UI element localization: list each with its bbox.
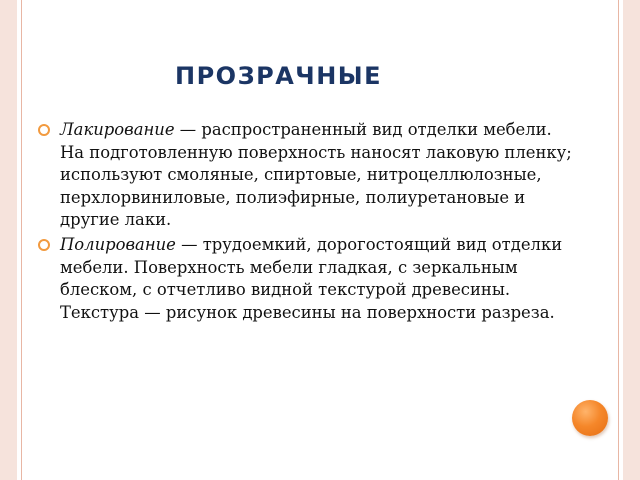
slide-title: ПРОЗРАЧНЫЕ <box>175 62 383 90</box>
left-border-band <box>0 0 17 480</box>
right-border-band <box>623 0 640 480</box>
right-border-line <box>618 0 619 480</box>
left-border-line <box>21 0 22 480</box>
bullet-text: — распространенный вид отделки мебели. На подготовленную поверхность наносят лаковую пленку; используют смоляные, спиртовые, нитроцеллюлозные, перхлорвиниловые, полиэфирные, полиуретановые и другие лаки. <box>60 120 572 230</box>
bullet-item-lacquering <box>38 119 578 232</box>
bullet-ring-icon <box>38 239 50 251</box>
orange-circle-decoration <box>572 400 608 436</box>
bullet-term: Полирование <box>60 234 176 254</box>
bullet-term: Лакирование <box>60 120 175 139</box>
bullet-list <box>38 119 578 326</box>
bullet-text: — трудоемкий, дорогостоящий вид отделки мебели. Поверхность мебели гладкая, с зеркальным блеском, с отчетливо видной текстурой древесины. Текстура — рисунок древесины на поверхности разреза. <box>60 234 563 322</box>
bullet-item-polishing <box>38 234 578 324</box>
bullet-ring-icon <box>38 124 50 136</box>
